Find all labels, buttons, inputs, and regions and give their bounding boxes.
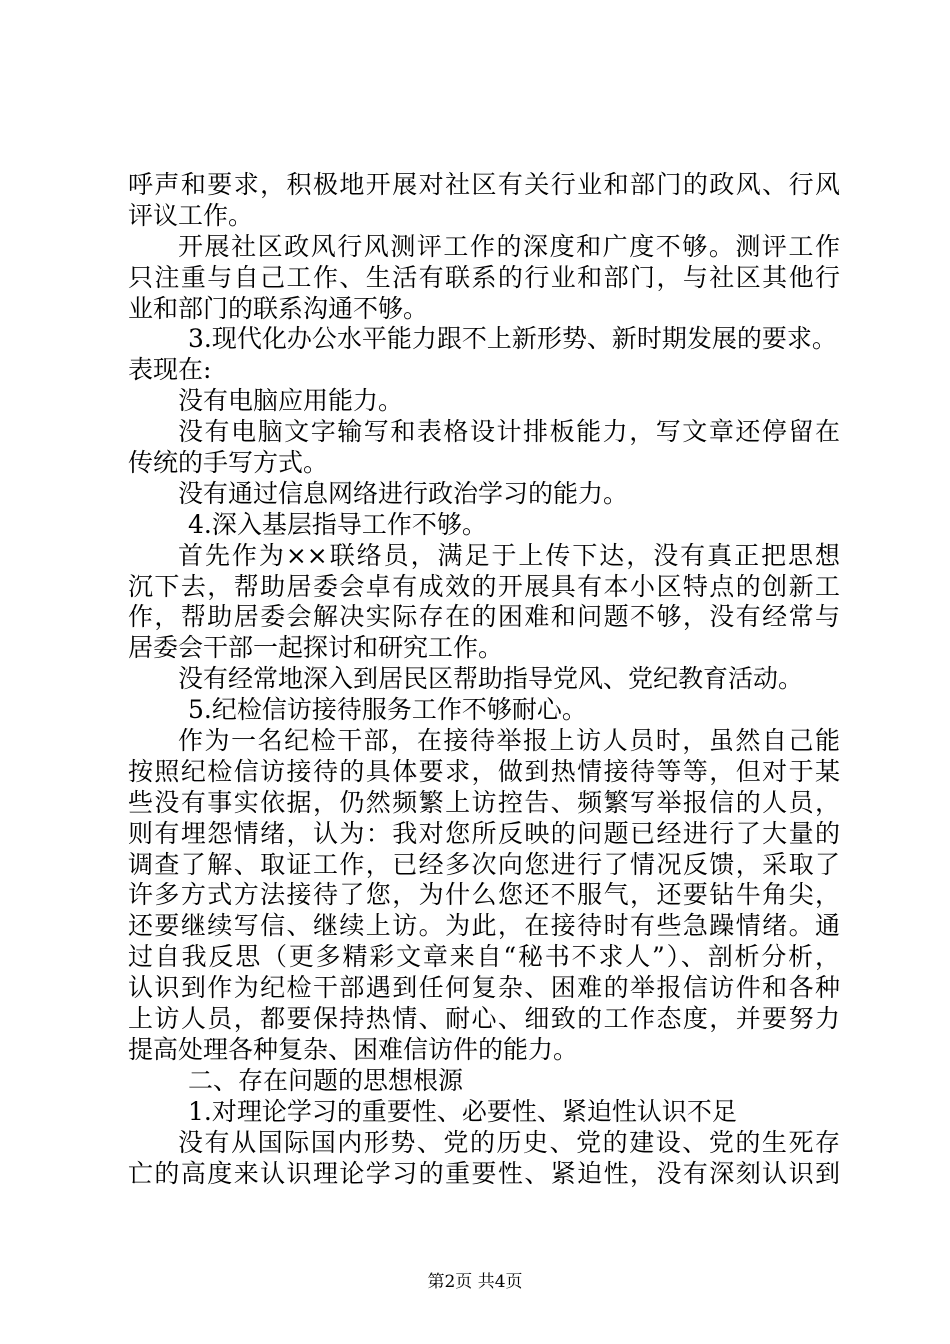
text-line: 呼声和要求，积极地开展对社区有关行业和部门的政风、行风 (128, 170, 840, 199)
text-line: 过自我反思（更多精彩文章来自“秘书不求人”）、剖析分析， (128, 942, 840, 972)
text-line: 提高处理各种复杂、困难信访件的能力。 (128, 1034, 579, 1064)
text-line: 评议工作。 (128, 200, 254, 230)
document-body (128, 170, 840, 1189)
numbered-heading: 4.深入基层指导工作不够。 (188, 509, 487, 539)
text-line: 按照纪检信访接待的具体要求，做到热情接待等等，但对于某 (128, 756, 840, 786)
paragraph-start-line: 没有通过信息网络进行政治学习的能力。 (178, 478, 629, 508)
text-line: 调查了解、取证工作，已经多次向您进行了情况反馈，采取了 (128, 849, 840, 879)
text-line: 还要继续写信、继续上访。为此，在接待时有些急躁情绪。通 (128, 911, 840, 941)
section-heading: 二、存在问题的思想根源 (188, 1065, 464, 1095)
page-number-footer: 第2页 共4页 (427, 1272, 523, 1292)
paragraph-start-line: 没有从国际国内形势、党的历史、党的建设、党的生死存 (178, 1127, 840, 1157)
text-line: 只注重与自己工作、生活有联系的行业和部门，与社区其他行 (128, 262, 840, 292)
paragraph-start-line: 没有电脑文字输写和表格设计排板能力，写文章还停留在 (178, 417, 840, 447)
paragraph-start-line: 没有电脑应用能力。 (178, 386, 404, 416)
text-line: 许多方式方法接待了您，为什么您还不服气，还要钻牛角尖， (128, 880, 840, 910)
text-line: 些没有事实依据，仍然频繁上访控告、频繁写举报信的人员， (128, 787, 840, 817)
paragraph-start-line: 没有经常地深入到居民区帮助指导党风、党纪教育活动。 (178, 664, 804, 694)
text-line: 业和部门的联系沟通不够。 (128, 293, 429, 323)
text-line: 作，帮助居委会解决实际存在的困难和问题不够，没有经常与 (128, 602, 840, 632)
text-line: 居委会干部一起探讨和研究工作。 (128, 633, 504, 663)
numbered-heading: 1.对理论学习的重要性、必要性、紧迫性认识不足 (188, 1096, 737, 1126)
text-line: 表现在: (128, 355, 212, 385)
text-line: 认识到作为纪检干部遇到任何复杂、困难的举报信访件和各种 (128, 973, 840, 1003)
text-line: 亡的高度来认识理论学习的重要性、紧迫性，没有深刻认识到 (128, 1158, 840, 1188)
text-line: 沉下去，帮助居委会卓有成效的开展具有本小区特点的创新工 (128, 571, 840, 601)
paragraph-start-line: 作为一名纪检干部，在接待举报上访人员时，虽然自己能 (178, 726, 840, 756)
paragraph-start-line: 开展社区政风行风测评工作的深度和广度不够。测评工作 (178, 231, 840, 261)
text-line: 传统的手写方式。 (128, 448, 329, 478)
text-line: 则有埋怨情绪，认为：我对您所反映的问题已经进行了大量的 (128, 818, 840, 848)
numbered-heading: 5.纪检信访接待服务工作不够耐心。 (188, 695, 587, 725)
text-line: 上访人员，都要保持热情、耐心、细致的工作态度，并要努力 (128, 1004, 840, 1034)
paragraph-start-line: 首先作为××联络员，满足于上传下达，没有真正把思想 (178, 540, 840, 570)
numbered-heading: 3.现代化办公水平能力跟不上新形势、新时期发展的要求。 (188, 324, 837, 354)
